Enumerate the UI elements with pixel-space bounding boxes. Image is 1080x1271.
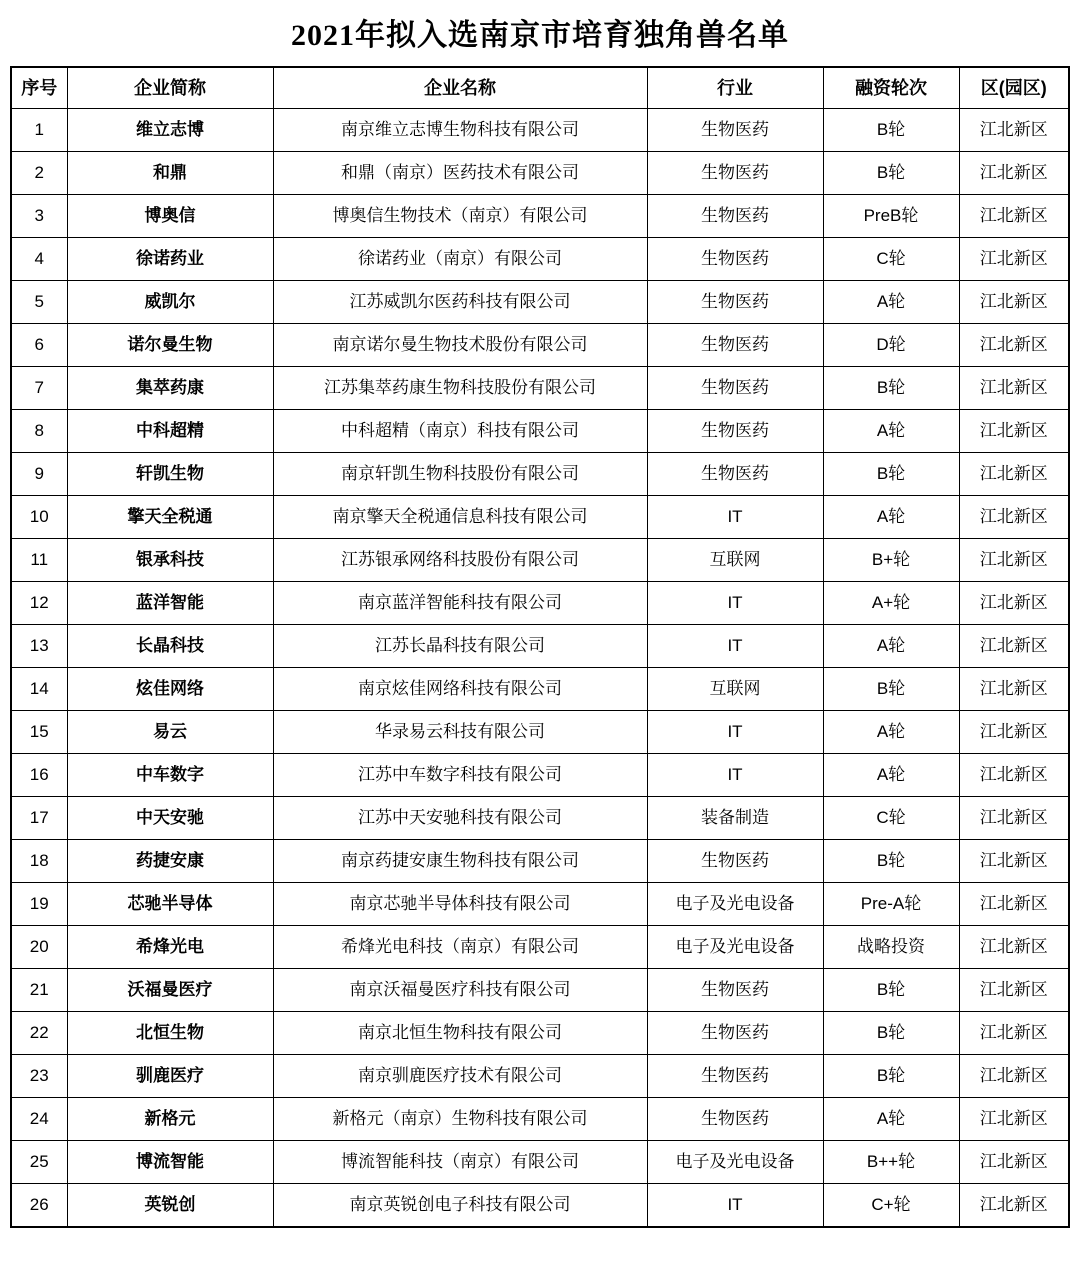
cell-industry: 互联网	[647, 539, 823, 582]
cell-full-name: 和鼎（南京）医药技术有限公司	[273, 152, 647, 195]
cell-zone: 江北新区	[959, 238, 1069, 281]
table-row	[11, 797, 1069, 840]
cell-zone: 江北新区	[959, 582, 1069, 625]
table-row	[11, 668, 1069, 711]
cell-index: 10	[11, 496, 67, 539]
cell-short-name: 银承科技	[67, 539, 273, 582]
table-row	[11, 496, 1069, 539]
table-row	[11, 625, 1069, 668]
cell-industry: 电子及光电设备	[647, 1141, 823, 1184]
cell-index: 23	[11, 1055, 67, 1098]
cell-short-name: 中科超精	[67, 410, 273, 453]
cell-zone: 江北新区	[959, 1012, 1069, 1055]
cell-index: 5	[11, 281, 67, 324]
cell-zone: 江北新区	[959, 195, 1069, 238]
cell-funding-round: A轮	[823, 754, 959, 797]
cell-funding-round: C轮	[823, 238, 959, 281]
cell-funding-round: B轮	[823, 969, 959, 1012]
cell-funding-round: B轮	[823, 109, 959, 152]
cell-zone: 江北新区	[959, 281, 1069, 324]
cell-funding-round: C轮	[823, 797, 959, 840]
table-row	[11, 195, 1069, 238]
cell-funding-round: B轮	[823, 152, 959, 195]
cell-short-name: 长晶科技	[67, 625, 273, 668]
cell-full-name: 华录易云科技有限公司	[273, 711, 647, 754]
table-header-row	[11, 67, 1069, 109]
cell-index: 1	[11, 109, 67, 152]
cell-full-name: 希烽光电科技（南京）有限公司	[273, 926, 647, 969]
cell-industry: 生物医药	[647, 1055, 823, 1098]
cell-short-name: 驯鹿医疗	[67, 1055, 273, 1098]
cell-short-name: 诺尔曼生物	[67, 324, 273, 367]
cell-index: 19	[11, 883, 67, 926]
cell-industry: 生物医药	[647, 1098, 823, 1141]
cell-funding-round: A轮	[823, 625, 959, 668]
cell-funding-round: 战略投资	[823, 926, 959, 969]
cell-industry: 生物医药	[647, 840, 823, 883]
cell-full-name: 江苏中天安驰科技有限公司	[273, 797, 647, 840]
cell-funding-round: A轮	[823, 410, 959, 453]
cell-short-name: 中车数字	[67, 754, 273, 797]
cell-short-name: 希烽光电	[67, 926, 273, 969]
cell-zone: 江北新区	[959, 453, 1069, 496]
cell-index: 2	[11, 152, 67, 195]
cell-funding-round: D轮	[823, 324, 959, 367]
cell-zone: 江北新区	[959, 152, 1069, 195]
cell-short-name: 和鼎	[67, 152, 273, 195]
column-header-full-name: 企业名称	[273, 67, 647, 109]
cell-industry: 生物医药	[647, 195, 823, 238]
cell-funding-round: Pre-A轮	[823, 883, 959, 926]
cell-zone: 江北新区	[959, 1184, 1069, 1228]
cell-industry: IT	[647, 625, 823, 668]
cell-funding-round: B轮	[823, 1055, 959, 1098]
cell-index: 13	[11, 625, 67, 668]
table-row	[11, 453, 1069, 496]
cell-industry: IT	[647, 754, 823, 797]
cell-full-name: 南京英锐创电子科技有限公司	[273, 1184, 647, 1228]
cell-zone: 江北新区	[959, 539, 1069, 582]
cell-full-name: 博流智能科技（南京）有限公司	[273, 1141, 647, 1184]
cell-index: 26	[11, 1184, 67, 1228]
cell-short-name: 博奥信	[67, 195, 273, 238]
cell-index: 3	[11, 195, 67, 238]
cell-full-name: 南京沃福曼医疗科技有限公司	[273, 969, 647, 1012]
cell-full-name: 南京驯鹿医疗技术有限公司	[273, 1055, 647, 1098]
cell-index: 20	[11, 926, 67, 969]
cell-industry: 生物医药	[647, 324, 823, 367]
cell-index: 16	[11, 754, 67, 797]
cell-index: 15	[11, 711, 67, 754]
table-row	[11, 711, 1069, 754]
cell-short-name: 维立志博	[67, 109, 273, 152]
cell-short-name: 博流智能	[67, 1141, 273, 1184]
cell-full-name: 南京芯驰半导体科技有限公司	[273, 883, 647, 926]
cell-funding-round: B++轮	[823, 1141, 959, 1184]
table-row	[11, 367, 1069, 410]
table-row	[11, 582, 1069, 625]
cell-full-name: 南京药捷安康生物科技有限公司	[273, 840, 647, 883]
cell-full-name: 南京诺尔曼生物技术股份有限公司	[273, 324, 647, 367]
cell-index: 7	[11, 367, 67, 410]
cell-industry: 装备制造	[647, 797, 823, 840]
cell-full-name: 中科超精（南京）科技有限公司	[273, 410, 647, 453]
cell-industry: 生物医药	[647, 109, 823, 152]
table-row	[11, 1184, 1069, 1228]
cell-zone: 江北新区	[959, 496, 1069, 539]
column-header-zone: 区(园区)	[959, 67, 1069, 109]
table-row	[11, 969, 1069, 1012]
table-row	[11, 324, 1069, 367]
cell-zone: 江北新区	[959, 410, 1069, 453]
cell-index: 17	[11, 797, 67, 840]
cell-index: 14	[11, 668, 67, 711]
cell-industry: 电子及光电设备	[647, 883, 823, 926]
cell-zone: 江北新区	[959, 1098, 1069, 1141]
cell-industry: 生物医药	[647, 281, 823, 324]
cell-funding-round: B轮	[823, 668, 959, 711]
cell-industry: 生物医药	[647, 152, 823, 195]
cell-full-name: 徐诺药业（南京）有限公司	[273, 238, 647, 281]
cell-index: 22	[11, 1012, 67, 1055]
table-body	[11, 109, 1069, 1228]
cell-zone: 江北新区	[959, 969, 1069, 1012]
table-row	[11, 1098, 1069, 1141]
cell-full-name: 南京蓝洋智能科技有限公司	[273, 582, 647, 625]
cell-zone: 江北新区	[959, 754, 1069, 797]
cell-index: 4	[11, 238, 67, 281]
cell-short-name: 沃福曼医疗	[67, 969, 273, 1012]
table-row	[11, 840, 1069, 883]
cell-full-name: 江苏中车数字科技有限公司	[273, 754, 647, 797]
cell-zone: 江北新区	[959, 1141, 1069, 1184]
cell-short-name: 轩凯生物	[67, 453, 273, 496]
cell-zone: 江北新区	[959, 1055, 1069, 1098]
cell-full-name: 江苏长晶科技有限公司	[273, 625, 647, 668]
cell-funding-round: A+轮	[823, 582, 959, 625]
cell-index: 24	[11, 1098, 67, 1141]
cell-short-name: 擎天全税通	[67, 496, 273, 539]
cell-short-name: 英锐创	[67, 1184, 273, 1228]
cell-index: 25	[11, 1141, 67, 1184]
table-row	[11, 1012, 1069, 1055]
table-row	[11, 539, 1069, 582]
cell-full-name: 南京轩凯生物科技股份有限公司	[273, 453, 647, 496]
cell-short-name: 徐诺药业	[67, 238, 273, 281]
cell-industry: 生物医药	[647, 1012, 823, 1055]
cell-funding-round: A轮	[823, 281, 959, 324]
cell-short-name: 新格元	[67, 1098, 273, 1141]
cell-zone: 江北新区	[959, 711, 1069, 754]
cell-full-name: 江苏威凯尔医药科技有限公司	[273, 281, 647, 324]
cell-index: 12	[11, 582, 67, 625]
cell-full-name: 博奥信生物技术（南京）有限公司	[273, 195, 647, 238]
cell-index: 21	[11, 969, 67, 1012]
cell-zone: 江北新区	[959, 840, 1069, 883]
cell-full-name: 新格元（南京）生物科技有限公司	[273, 1098, 647, 1141]
cell-zone: 江北新区	[959, 324, 1069, 367]
cell-short-name: 蓝洋智能	[67, 582, 273, 625]
cell-full-name: 江苏集萃药康生物科技股份有限公司	[273, 367, 647, 410]
cell-funding-round: C+轮	[823, 1184, 959, 1228]
table-row	[11, 1141, 1069, 1184]
cell-short-name: 中天安驰	[67, 797, 273, 840]
column-header-index: 序号	[11, 67, 67, 109]
table-row	[11, 410, 1069, 453]
cell-industry: IT	[647, 582, 823, 625]
cell-funding-round: A轮	[823, 711, 959, 754]
cell-short-name: 药捷安康	[67, 840, 273, 883]
cell-zone: 江北新区	[959, 883, 1069, 926]
cell-full-name: 南京擎天全税通信息科技有限公司	[273, 496, 647, 539]
cell-industry: 电子及光电设备	[647, 926, 823, 969]
cell-industry: IT	[647, 711, 823, 754]
table-row	[11, 152, 1069, 195]
cell-industry: 互联网	[647, 668, 823, 711]
cell-funding-round: B+轮	[823, 539, 959, 582]
cell-full-name: 南京北恒生物科技有限公司	[273, 1012, 647, 1055]
column-header-short-name: 企业简称	[67, 67, 273, 109]
cell-industry: 生物医药	[647, 969, 823, 1012]
table-row	[11, 281, 1069, 324]
cell-short-name: 威凯尔	[67, 281, 273, 324]
cell-funding-round: PreB轮	[823, 195, 959, 238]
table-row	[11, 754, 1069, 797]
cell-zone: 江北新区	[959, 668, 1069, 711]
column-header-funding-round: 融资轮次	[823, 67, 959, 109]
cell-index: 9	[11, 453, 67, 496]
table-row	[11, 1055, 1069, 1098]
cell-full-name: 南京炫佳网络科技有限公司	[273, 668, 647, 711]
cell-short-name: 北恒生物	[67, 1012, 273, 1055]
cell-short-name: 易云	[67, 711, 273, 754]
cell-funding-round: B轮	[823, 840, 959, 883]
cell-zone: 江北新区	[959, 109, 1069, 152]
cell-full-name: 江苏银承网络科技股份有限公司	[273, 539, 647, 582]
cell-industry: 生物医药	[647, 238, 823, 281]
cell-index: 11	[11, 539, 67, 582]
cell-zone: 江北新区	[959, 926, 1069, 969]
table-header	[11, 67, 1069, 109]
cell-index: 18	[11, 840, 67, 883]
table-row	[11, 238, 1069, 281]
page-title: 2021年拟入选南京市培育独角兽名单	[291, 19, 789, 52]
table-row	[11, 883, 1069, 926]
cell-short-name: 芯驰半导体	[67, 883, 273, 926]
cell-full-name: 南京维立志博生物科技有限公司	[273, 109, 647, 152]
table-row	[11, 109, 1069, 152]
cell-funding-round: A轮	[823, 1098, 959, 1141]
cell-index: 6	[11, 324, 67, 367]
column-header-industry: 行业	[647, 67, 823, 109]
cell-funding-round: B轮	[823, 367, 959, 410]
cell-zone: 江北新区	[959, 797, 1069, 840]
cell-short-name: 炫佳网络	[67, 668, 273, 711]
table-row	[11, 926, 1069, 969]
cell-index: 8	[11, 410, 67, 453]
cell-industry: IT	[647, 1184, 823, 1228]
cell-short-name: 集萃药康	[67, 367, 273, 410]
unicorn-list-table	[10, 66, 1070, 1228]
cell-industry: 生物医药	[647, 367, 823, 410]
cell-industry: 生物医药	[647, 453, 823, 496]
cell-funding-round: A轮	[823, 496, 959, 539]
cell-zone: 江北新区	[959, 625, 1069, 668]
cell-funding-round: B轮	[823, 1012, 959, 1055]
cell-funding-round: B轮	[823, 453, 959, 496]
cell-industry: 生物医药	[647, 410, 823, 453]
cell-zone: 江北新区	[959, 367, 1069, 410]
cell-industry: IT	[647, 496, 823, 539]
